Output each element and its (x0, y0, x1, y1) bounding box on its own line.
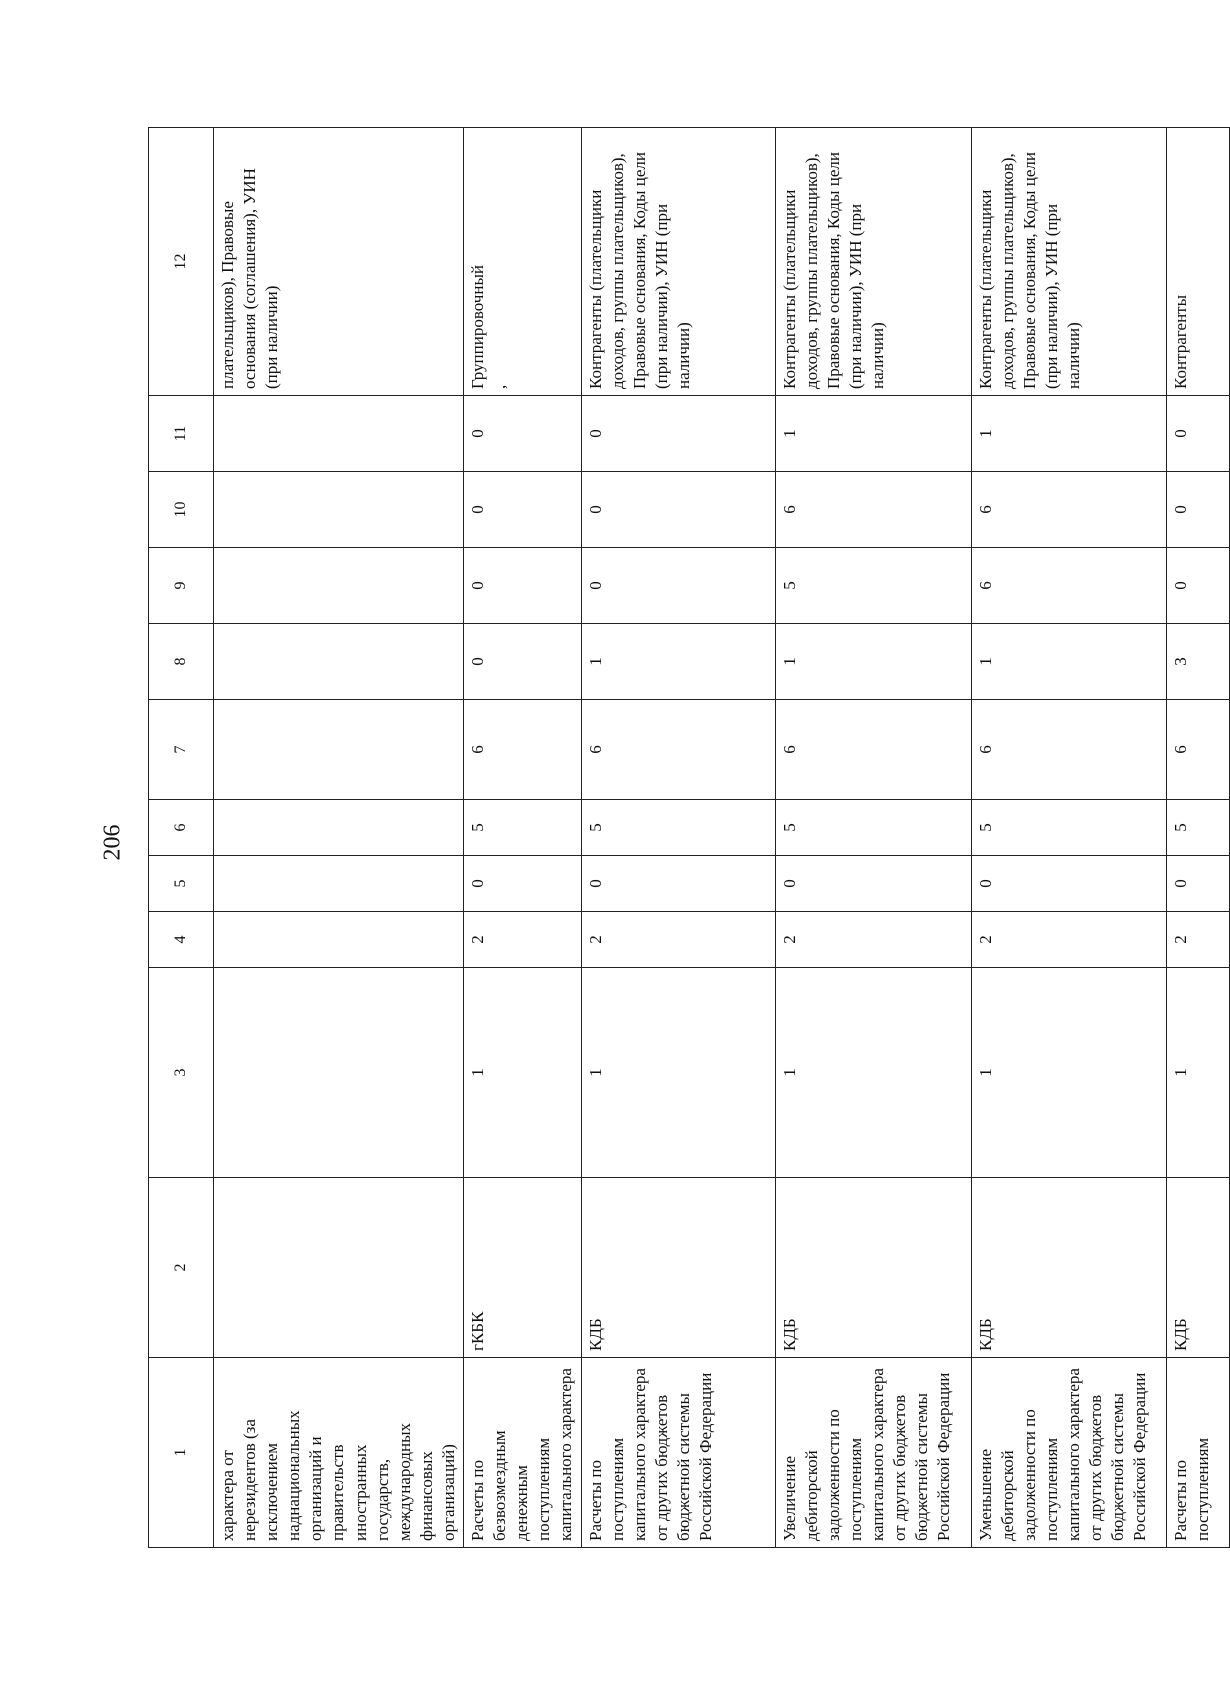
cell: 0 (775, 856, 971, 912)
table-row (775, 128, 971, 1548)
column-header: 7 (149, 700, 214, 800)
cell-code-type: гКБК (464, 1178, 581, 1358)
cell (214, 396, 464, 472)
cell: 0 (971, 856, 1166, 912)
cell: 5 (1166, 800, 1229, 856)
cell: 6 (971, 472, 1166, 548)
cell: 5 (971, 800, 1166, 856)
cell (214, 700, 464, 800)
cell: 1 (971, 968, 1166, 1178)
cell (214, 968, 464, 1178)
page-number: 206 (99, 824, 126, 860)
column-header: 6 (149, 800, 214, 856)
row-description: Уменьшение дебиторской задолженности по поступлениям капитального характера от других бюджетов бюджетной системы Российской Федерации (971, 1358, 1166, 1548)
cell-code-type: КДБ (775, 1178, 971, 1358)
cell: 2 (464, 912, 581, 968)
cell: 6 (581, 700, 775, 800)
rotated-table-container (148, 128, 1212, 1548)
cell (214, 548, 464, 624)
cell: 1 (971, 396, 1166, 472)
cell: 0 (464, 548, 581, 624)
cell: 2 (1166, 912, 1229, 968)
column-header: 8 (149, 624, 214, 700)
cell (214, 800, 464, 856)
table-row (971, 128, 1166, 1548)
cell: 0 (581, 472, 775, 548)
cell-code-type: КДБ (971, 1178, 1166, 1358)
cell: 0 (1166, 396, 1229, 472)
row-description: характера от нерезидентов (за исключением наднациональных организаций и правительств иностранных государств, международных финансовых организаций) (214, 1358, 464, 1548)
cell: 0 (464, 472, 581, 548)
column-header: 3 (149, 968, 214, 1178)
cell: 0 (464, 856, 581, 912)
cell: 1 (1166, 968, 1229, 1178)
cell: 5 (464, 800, 581, 856)
table-row (214, 128, 464, 1548)
table-row (464, 128, 581, 1548)
column-header: 12 (149, 128, 214, 396)
cell-code-type (214, 1178, 464, 1358)
stray-mark: , (490, 384, 510, 389)
cell: 0 (1166, 548, 1229, 624)
row-description: Расчеты по безвозмездным денежным поступлениям капитального характера (464, 1358, 581, 1548)
rotated-table-frame (148, 128, 1212, 1548)
analytics-cell: Контрагенты (плательщики доходов, группы плательщиков), Правовые основания, Коды цели (при наличии), УИН (при наличии) (581, 128, 775, 396)
column-header: 4 (149, 912, 214, 968)
cell (214, 856, 464, 912)
cell: 6 (971, 700, 1166, 800)
cell: 1 (581, 968, 775, 1178)
cell-code-type: КДБ (1166, 1178, 1229, 1358)
column-header: 9 (149, 548, 214, 624)
cell: 1 (581, 624, 775, 700)
column-header: 5 (149, 856, 214, 912)
analytics-cell: плательщиков), Правовые основания (соглашения), УИН (при наличии) (214, 128, 464, 396)
table-row (581, 128, 775, 1548)
cell (214, 624, 464, 700)
header-row (149, 128, 214, 1548)
cell: 6 (1166, 700, 1229, 800)
cell: 2 (971, 912, 1166, 968)
analytics-cell: Контрагенты (плательщики доходов, группы плательщиков), Правовые основания, Коды цели (при наличии), УИН (при наличии) (775, 128, 971, 396)
cell: 0 (581, 856, 775, 912)
cell: 5 (775, 548, 971, 624)
column-header: 10 (149, 472, 214, 548)
cell (214, 912, 464, 968)
cell: 1 (775, 968, 971, 1178)
cell: 1 (971, 624, 1166, 700)
cell: 1 (775, 624, 971, 700)
analytics-cell: Контрагенты (1166, 128, 1229, 396)
column-header: 2 (149, 1178, 214, 1358)
analytics-text: Группировочный (468, 265, 488, 389)
cell: 0 (581, 396, 775, 472)
cell-code-type: КДБ (581, 1178, 775, 1358)
analytics-cell: Контрагенты (плательщики доходов, группы плательщиков), Правовые основания, Коды цели (при наличии), УИН (при наличии) (971, 128, 1166, 396)
cell: 6 (775, 700, 971, 800)
cell: 0 (464, 624, 581, 700)
cell: 0 (464, 396, 581, 472)
cell: 3 (1166, 624, 1229, 700)
column-header: 11 (149, 396, 214, 472)
cell: 6 (464, 700, 581, 800)
cell: 0 (581, 548, 775, 624)
row-description: Расчеты по поступлениям капитального характера от других бюджетов бюджетной системы Российской Федерации (581, 1358, 775, 1548)
accounts-table (148, 127, 1230, 1548)
cell: 1 (775, 396, 971, 472)
cell: 2 (581, 912, 775, 968)
row-description: Расчеты по поступлениям (1166, 1358, 1229, 1548)
cell: 5 (775, 800, 971, 856)
column-header: 1 (149, 1358, 214, 1548)
row-description: Увеличение дебиторской задолженности по поступлениям капитального характера от других бюджетов бюджетной системы Российской Федерации (775, 1358, 971, 1548)
cell (214, 472, 464, 548)
cell: 2 (775, 912, 971, 968)
cell: 5 (581, 800, 775, 856)
cell: 6 (971, 548, 1166, 624)
cell: 6 (775, 472, 971, 548)
table-row (1166, 128, 1229, 1548)
cell: 1 (464, 968, 581, 1178)
cell: 0 (1166, 472, 1229, 548)
analytics-cell (464, 128, 581, 396)
cell: 0 (1166, 856, 1229, 912)
